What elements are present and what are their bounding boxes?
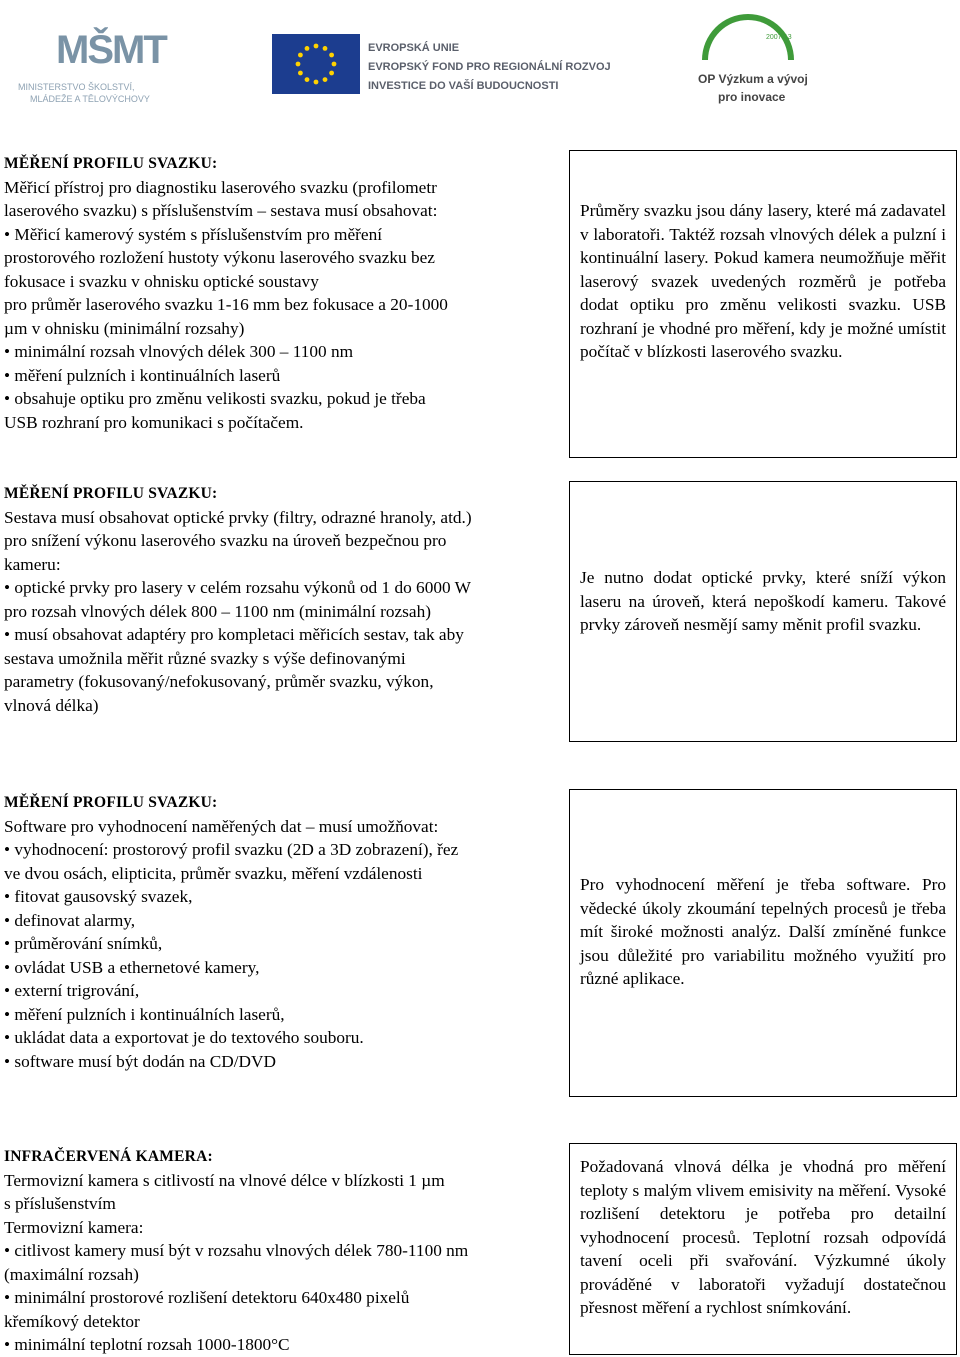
text-line: Sestava musí obsahovat optické prvky (filtry, odrazné hranoly, atd.) (4, 507, 472, 527)
eu-line-3: INVESTICE DO VAŠÍ BUDOUCNOSTI (368, 80, 559, 92)
justification-text: Pro vyhodnocení měření je třeba software. Pro vědecké úkoly zkoumání tepelných procesů je třeba mít široké možnosti analýz. Další zmíněné funkce jsou důležité pro variabilitu možného využití pro různé aplikace. (580, 875, 946, 988)
justification-text: Požadovaná vlnová délka je vhodná pro měření teploty s malým vlivem emisivity na měření. Vysoké rozlišení detektoru je potřeba pro detailní vyhodnocení procesů. Teplotní rozsah odpovídá tavení oceli při svařování. Výzkumné úkoly prováděné v laboratoři vyžadují dostatečnou přesnost měření a rychlost snímkování. (580, 1157, 946, 1317)
text-line: Termovizní kamera s citlivostí na vlnové délce v blízkosti 1 µm (4, 1170, 445, 1190)
op-line-1: OP Výzkum a vývoj (698, 72, 808, 86)
text-line: • minimální teplotní rozsah 1000-1800°C (4, 1335, 290, 1354)
text-line: fokusace i svazku v ohnisku optické soustavy (4, 271, 319, 291)
text-line: sestava umožnila měřit různé svazky s výše definovanými (4, 648, 406, 668)
op-years: 2007-13 (766, 34, 792, 41)
text-line: • ovládat USB a ethernetové kamery, (4, 957, 260, 977)
section-heading: MĚŘENÍ PROFILU SVAZKU: (4, 155, 218, 172)
text-line: • Měřicí kamerový systém s příslušenstvím pro měření (4, 224, 383, 244)
text-line: laserového svazku) s příslušenstvím – sestava musí obsahovat: (4, 201, 438, 220)
text-line: Měřicí přístroj pro diagnostiku laserového svazku (profilometr (4, 177, 437, 197)
eu-flag-icon (272, 34, 360, 94)
requirements-block (4, 1145, 468, 1357)
justification-box (569, 150, 957, 458)
text-line: • měření pulzních i kontinuálních laserů, (4, 1004, 285, 1024)
requirements-block (4, 152, 448, 434)
text-line: • externí trigrování, (4, 981, 140, 1000)
text-line: ve dvou osách, elipticita, průměr svazku, měření vzdálenosti (4, 863, 423, 883)
text-line: pro rozsah vlnových délek 800 – 1100 nm (minimální rozsah) (4, 601, 431, 621)
text-line: (maximální rozsah) (4, 1264, 139, 1284)
msmt-caption-2: MLÁDEŽE A TĚLOVÝCHOVY (30, 94, 150, 104)
text-line: s příslušenstvím (4, 1194, 116, 1213)
text-line: parametry (fokusovaný/nefokusovaný, průměr svazku, výkon, (4, 672, 434, 691)
text-line: USB rozhraní pro komunikaci s počítačem. (4, 412, 304, 432)
text-line: Software pro vyhodnocení naměřených dat – musí umožňovat: (4, 816, 439, 836)
text-line: • citlivost kamery musí být v rozsahu vlnových délek 780-1100 nm (4, 1241, 469, 1260)
justification-box (569, 789, 957, 1097)
requirements-block (4, 791, 458, 1073)
text-line: křemíkový detektor (4, 1311, 140, 1331)
text-line: vlnová délka) (4, 695, 99, 715)
text-line: • vyhodnocení: prostorový profil svazku (2D a 3D zobrazení), řez (4, 840, 459, 859)
logo-header (0, 0, 960, 120)
text-line: • ukládat data a exportovat je do textového souboru. (4, 1028, 364, 1047)
eu-line-1: EVROPSKÁ UNIE (368, 42, 460, 54)
section-heading: MĚŘENÍ PROFILU SVAZKU: (4, 794, 218, 811)
msmt-mark: MŠMT (56, 28, 166, 72)
justification-box (569, 481, 957, 742)
justification-text: Je nutno dodat optické prvky, které sníží výkon laseru na úroveň, která nepoškodí kameru. Takové prvky zároveň nesmějí samy měnit profil svazku. (580, 568, 946, 634)
text-line: • definovat alarmy, (4, 910, 136, 930)
text-line: pro průměr laserového svazku 1-16 mm bez fokusace a 20-1000 (4, 295, 448, 314)
text-line: µm v ohnisku (minimální rozsahy) (4, 318, 245, 338)
eu-logo (272, 34, 612, 100)
section-heading: INFRAČERVENÁ KAMERA: (4, 1148, 213, 1165)
section-heading: MĚŘENÍ PROFILU SVAZKU: (4, 485, 218, 502)
text-line: • musí obsahovat adaptéry pro kompletaci měřicích sestav, tak aby (4, 625, 464, 644)
justification-text: Průměry svazku jsou dány lasery, které má zadavatel v laboratoři. Taktéž rozsah vlnových délek a pulzní i kontinuální lasery. Pokud kamera neumožňuje měřit laserový svazek uvedených rozměrů je potřeba dodat optiku pro změnu velikosti svazku. USB rozhraní je vhodné pro měření, kdy je možné umístit počítač v blízkosti laserového svazku. (580, 201, 946, 361)
text-line: • fitovat gausovský svazek, (4, 887, 193, 906)
msmt-logo (18, 28, 178, 108)
text-line: • průměrování snímků, (4, 934, 163, 953)
text-line: prostorového rozložení hustoty výkonu laserového svazku bez (4, 248, 435, 267)
text-line: • obsahuje optiku pro změnu velikosti svazku, pokud je třeba (4, 389, 426, 408)
text-line: • minimální prostorové rozlišení detektoru 640x480 pixelů (4, 1288, 410, 1307)
msmt-caption-1: MINISTERSTVO ŠKOLSTVÍ, (18, 82, 135, 92)
text-line: • minimální rozsah vlnových délek 300 – 1100 nm (4, 342, 354, 361)
text-line: • měření pulzních i kontinuálních laserů (4, 365, 281, 385)
justification-box (569, 1143, 957, 1355)
op-vav-logo (692, 10, 822, 110)
requirements-block (4, 482, 472, 717)
text-line: Termovizní kamera: (4, 1217, 144, 1237)
text-line: kameru: (4, 554, 61, 574)
eu-line-2: EVROPSKÝ FOND PRO REGIONÁLNÍ ROZVOJ (368, 61, 611, 73)
op-line-2: pro inovace (718, 90, 786, 104)
text-line: pro snížení výkonu laserového svazku na úroveň bezpečnou pro (4, 531, 447, 550)
text-line: • software musí být dodán na CD/DVD (4, 1051, 276, 1071)
text-line: • optické prvky pro lasery v celém rozsahu výkonů od 1 do 6000 W (4, 578, 471, 597)
